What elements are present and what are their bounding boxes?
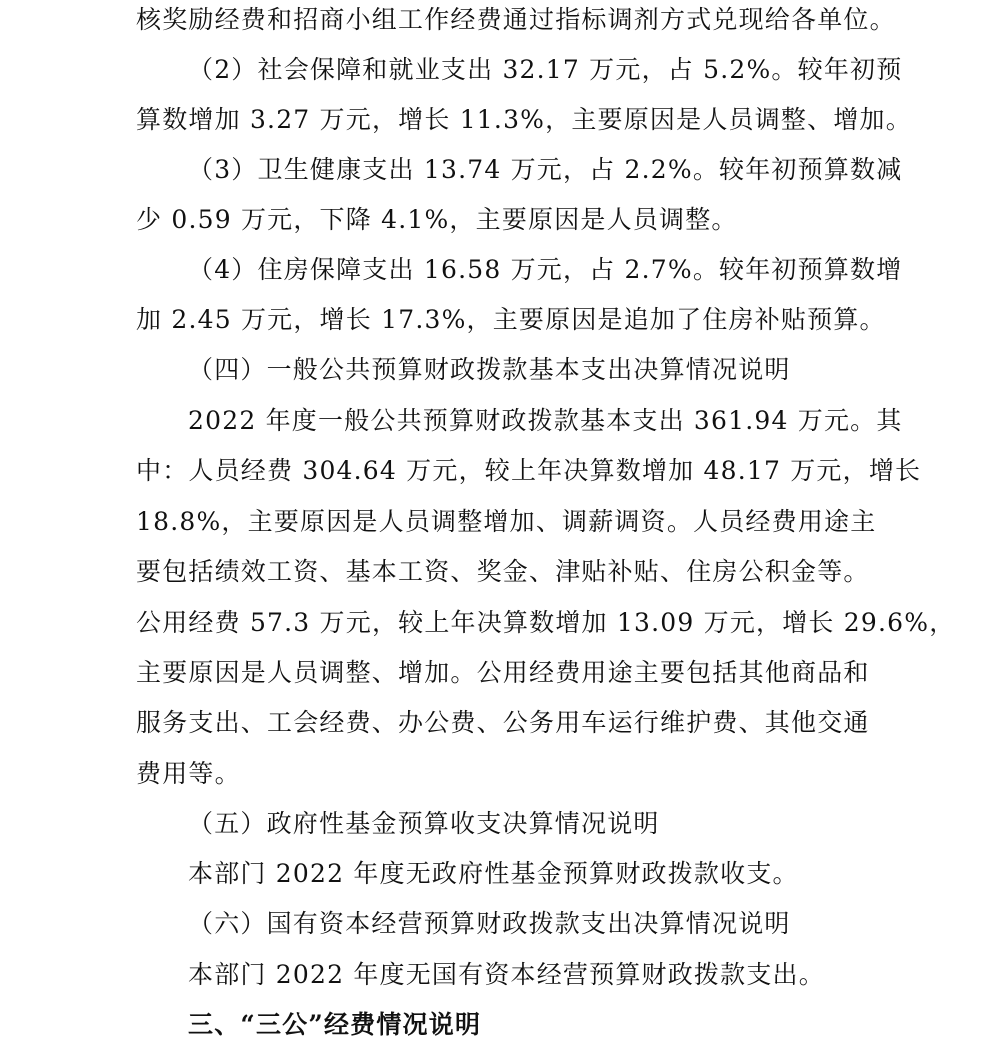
- paragraph-line: 算数增加 3.27 万元，增长 11.3%，主要原因是人员调整、增加。: [136, 105, 912, 134]
- section-heading: （五）政府性基金预算收支决算情况说明: [188, 809, 660, 838]
- paragraph-line: 费用等。: [136, 759, 241, 788]
- paragraph-line: 服务支出、工会经费、办公费、公务用车运行维护费、其他交通: [136, 708, 870, 737]
- section-heading: （四）一般公共预算财政拨款基本支出决算情况说明: [188, 355, 791, 384]
- paragraph-line: 2022 年度一般公共预算财政拨款基本支出 361.94 万元。其: [188, 406, 903, 435]
- paragraph-line: 本部门 2022 年度无国有资本经营预算财政拨款支出。: [188, 960, 825, 989]
- paragraph-line: （3）卫生健康支出 13.74 万元，占 2.2%。较年初预算数减: [188, 155, 903, 184]
- paragraph-line: 核奖励经费和招商小组工作经费通过指标调剂方式兑现给各单位。: [136, 5, 896, 34]
- paragraph-line: （4）住房保障支出 16.58 万元，占 2.7%。较年初预算数增: [188, 255, 903, 284]
- paragraph-line: 加 2.45 万元，增长 17.3%，主要原因是追加了住房补贴预算。: [136, 305, 886, 334]
- chapter-heading: 三、“三公”经费情况说明: [188, 1010, 482, 1039]
- paragraph-line: 少 0.59 万元，下降 4.1%，主要原因是人员调整。: [136, 205, 738, 234]
- paragraph-line: 18.8%，主要原因是人员调整增加、调薪调资。人员经费用途主: [136, 507, 877, 536]
- section-heading: （六）国有资本经营预算财政拨款支出决算情况说明: [188, 909, 791, 938]
- paragraph-line: 公用经费 57.3 万元，较上年决算数增加 13.09 万元，增长 29.6%，: [136, 608, 956, 637]
- paragraph-line: 本部门 2022 年度无政府性基金预算财政拨款收支。: [188, 859, 799, 888]
- paragraph-line: 主要原因是人员调整、增加。公用经费用途主要包括其他商品和: [136, 658, 870, 687]
- paragraph-line: 要包括绩效工资、基本工资、奖金、津贴补贴、住房公积金等。: [136, 557, 870, 586]
- paragraph-line: 中：人员经费 304.64 万元，较上年决算数增加 48.17 万元，增长: [136, 456, 922, 485]
- paragraph-line: （2）社会保障和就业支出 32.17 万元，占 5.2%。较年初预: [188, 55, 903, 84]
